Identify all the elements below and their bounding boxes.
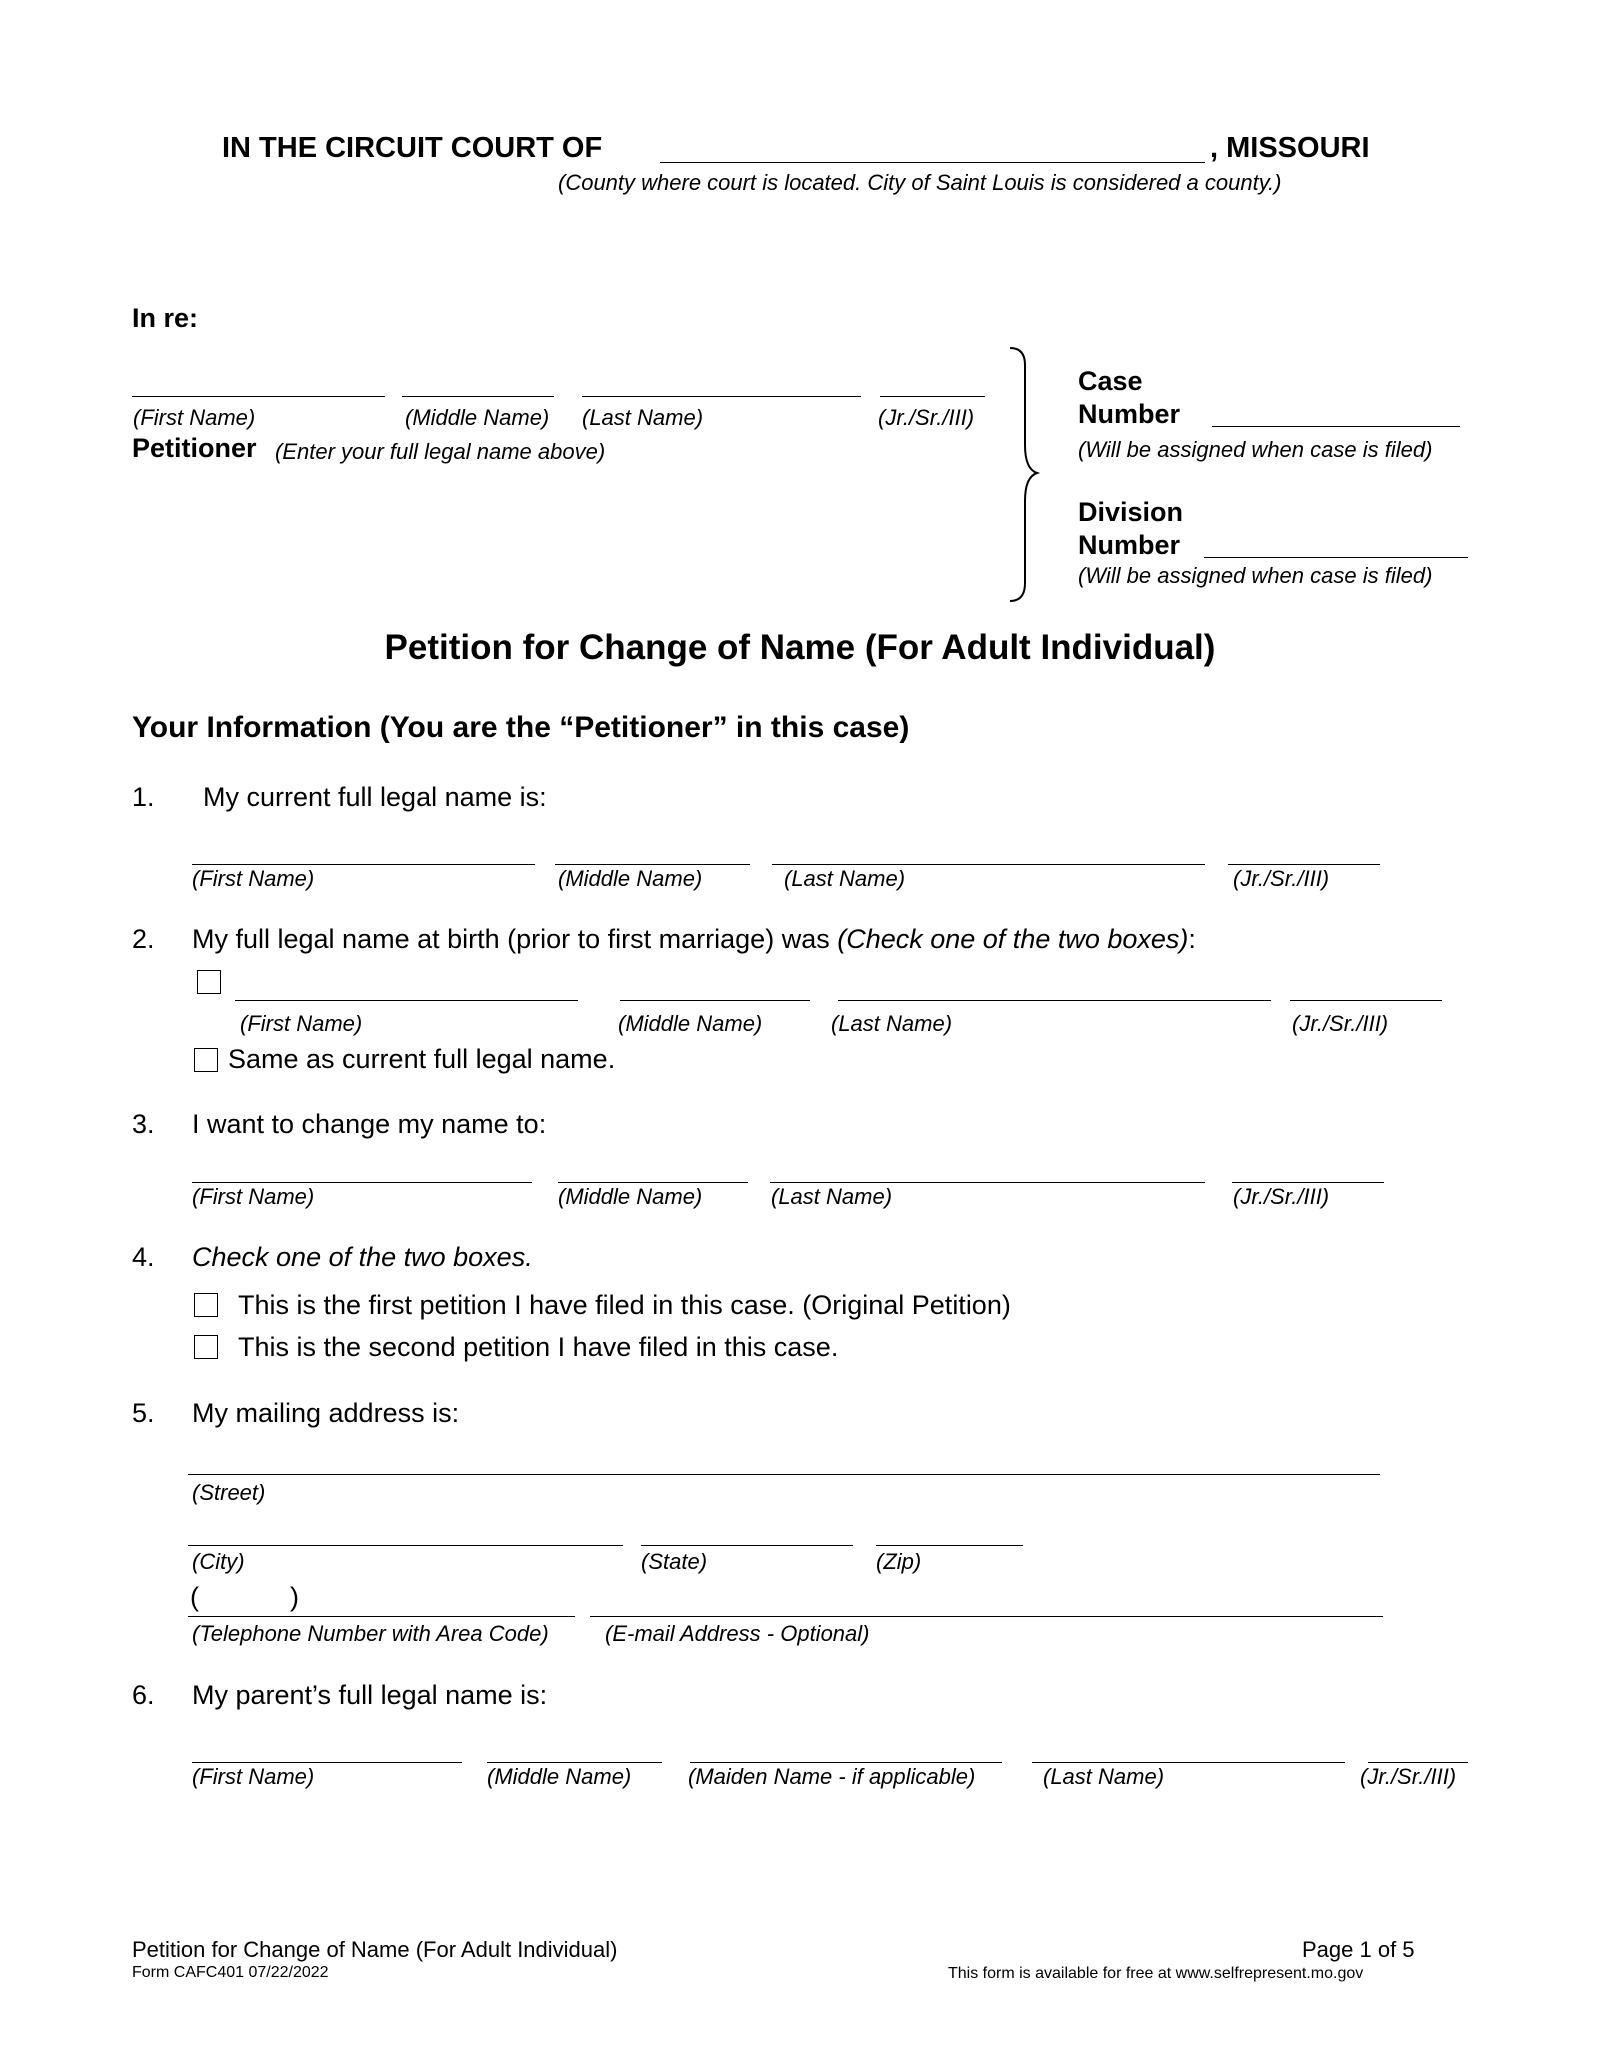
birth-middle-name-field[interactable] [620, 1000, 810, 1001]
footer-form-title: Petition for Change of Name (For Adult Individual) [132, 1937, 618, 1962]
birth-first-name-field[interactable] [235, 1000, 578, 1001]
new-suffix-field[interactable] [1232, 1182, 1384, 1183]
street-field[interactable] [188, 1474, 1380, 1475]
page-title: Petition for Change of Name (For Adult Individual) [384, 628, 1216, 667]
parent-last-name-label: (Last Name) [1043, 1764, 1165, 1789]
city-field[interactable] [188, 1545, 623, 1546]
division-label-2: Number [1078, 530, 1181, 560]
petitioner-label: Petitioner [132, 433, 257, 463]
street-label: (Street) [192, 1480, 266, 1505]
birth-last-name-field[interactable] [838, 1000, 1271, 1001]
current-first-name-label: (First Name) [192, 866, 315, 891]
current-suffix-field[interactable] [1228, 864, 1380, 865]
footer-availability: This form is available for free at www.selfrepresent.mo.gov [948, 1965, 1364, 1982]
parent-middle-name-label: (Middle Name) [487, 1764, 632, 1789]
second-petition-checkbox[interactable] [194, 1335, 218, 1359]
phone-label: (Telephone Number with Area Code) [192, 1621, 549, 1646]
division-note: (Will be assigned when case is filed) [1078, 563, 1433, 588]
current-last-name-field[interactable] [772, 864, 1205, 865]
same-as-current-checkbox[interactable] [194, 1048, 218, 1072]
city-label: (City) [192, 1549, 245, 1574]
caption-last-name-field[interactable] [582, 396, 861, 397]
division-number-field[interactable] [1204, 557, 1468, 558]
case-label-1: Case [1078, 366, 1143, 396]
same-as-current-label: Same as current full legal name. [228, 1044, 616, 1074]
parent-first-name-label: (First Name) [192, 1764, 315, 1789]
footer-page-number: Page 1 of 5 [1302, 1937, 1415, 1962]
new-suffix-label: (Jr./Sr./III) [1233, 1184, 1330, 1209]
parent-maiden-name-field[interactable] [690, 1762, 1002, 1763]
new-first-name-label: (First Name) [192, 1184, 315, 1209]
current-middle-name-field[interactable] [555, 864, 750, 865]
new-last-name-field[interactable] [770, 1182, 1205, 1183]
footer-form-id: Form CAFC401 07/22/2022 [132, 1964, 329, 1981]
court-suffix: , MISSOURI [1210, 132, 1370, 164]
item-3-text: I want to change my name to: [192, 1109, 547, 1139]
case-label-2: Number [1078, 399, 1181, 429]
new-first-name-field[interactable] [192, 1182, 532, 1183]
state-field[interactable] [641, 1545, 853, 1546]
county-note: (County where court is located. City of Saint Louis is considered a county.) [558, 170, 1282, 195]
zip-label: (Zip) [876, 1549, 922, 1574]
item-1-number: 1. [132, 782, 155, 812]
item-5-text: My mailing address is: [192, 1398, 460, 1428]
birth-name-checkbox[interactable] [197, 970, 221, 994]
item-2-text [192, 924, 1196, 955]
item-2-colon: : [1188, 924, 1196, 954]
state-label: (State) [641, 1549, 708, 1574]
caption-first-name-field[interactable] [132, 396, 385, 397]
area-code-close-paren: ) [290, 1582, 299, 1612]
item-6-text: My parent’s full legal name is: [192, 1680, 548, 1710]
parent-maiden-name-label: (Maiden Name - if applicable) [688, 1764, 976, 1789]
email-field[interactable] [590, 1616, 1383, 1617]
current-middle-name-label: (Middle Name) [558, 866, 703, 891]
caption-middle-name-label: (Middle Name) [405, 405, 550, 430]
item-2-question: My full legal name at birth (prior to first marriage) was [192, 924, 838, 954]
court-prefix: IN THE CIRCUIT COURT OF [222, 132, 603, 164]
birth-last-name-label: (Last Name) [831, 1011, 953, 1036]
zip-field[interactable] [876, 1545, 1023, 1546]
caption-suffix-label: (Jr./Sr./III) [878, 405, 975, 430]
item-4-text: Check one of the two boxes. [192, 1242, 533, 1272]
caption-last-name-label: (Last Name) [582, 405, 704, 430]
item-5-number: 5. [132, 1398, 155, 1428]
current-last-name-label: (Last Name) [784, 866, 906, 891]
county-field[interactable] [660, 162, 1205, 163]
item-3-number: 3. [132, 1109, 155, 1139]
parent-suffix-field[interactable] [1368, 1762, 1468, 1763]
item-4-number: 4. [132, 1242, 155, 1272]
email-label: (E-mail Address - Optional) [605, 1621, 870, 1646]
new-middle-name-field[interactable] [558, 1182, 748, 1183]
parent-suffix-label: (Jr./Sr./III) [1360, 1764, 1457, 1789]
birth-suffix-field[interactable] [1290, 1000, 1442, 1001]
new-last-name-label: (Last Name) [771, 1184, 893, 1209]
birth-suffix-label: (Jr./Sr./III) [1292, 1011, 1389, 1036]
item-2-number: 2. [132, 924, 155, 954]
section-heading: Your Information (You are the “Petitioner” in this case) [132, 711, 910, 744]
caption-first-name-label: (First Name) [133, 405, 256, 430]
parent-last-name-field[interactable] [1032, 1762, 1345, 1763]
item-1-text: My current full legal name is: [203, 782, 547, 812]
in-re-label: In re: [132, 303, 199, 333]
current-first-name-field[interactable] [192, 864, 535, 865]
case-number-field[interactable] [1212, 426, 1460, 427]
item-6-number: 6. [132, 1680, 155, 1710]
birth-middle-name-label: (Middle Name) [618, 1011, 763, 1036]
case-note: (Will be assigned when case is filed) [1078, 437, 1433, 462]
caption-brace [1005, 345, 1045, 605]
division-label-1: Division [1078, 497, 1184, 527]
caption-suffix-field[interactable] [880, 396, 985, 397]
current-suffix-label: (Jr./Sr./III) [1233, 866, 1330, 891]
birth-first-name-label: (First Name) [240, 1011, 363, 1036]
new-middle-name-label: (Middle Name) [558, 1184, 703, 1209]
area-code-open-paren: ( [190, 1582, 199, 1612]
second-petition-label: This is the second petition I have filed in this case. [238, 1332, 839, 1362]
parent-first-name-field[interactable] [192, 1762, 462, 1763]
caption-middle-name-field[interactable] [402, 396, 554, 397]
first-petition-checkbox[interactable] [194, 1293, 218, 1317]
parent-middle-name-field[interactable] [487, 1762, 662, 1763]
phone-field[interactable] [188, 1616, 575, 1617]
item-2-instruction: (Check one of the two boxes) [837, 924, 1189, 954]
first-petition-label: This is the first petition I have filed in this case. (Original Petition) [238, 1290, 1011, 1320]
petitioner-note: (Enter your full legal name above) [275, 439, 606, 464]
